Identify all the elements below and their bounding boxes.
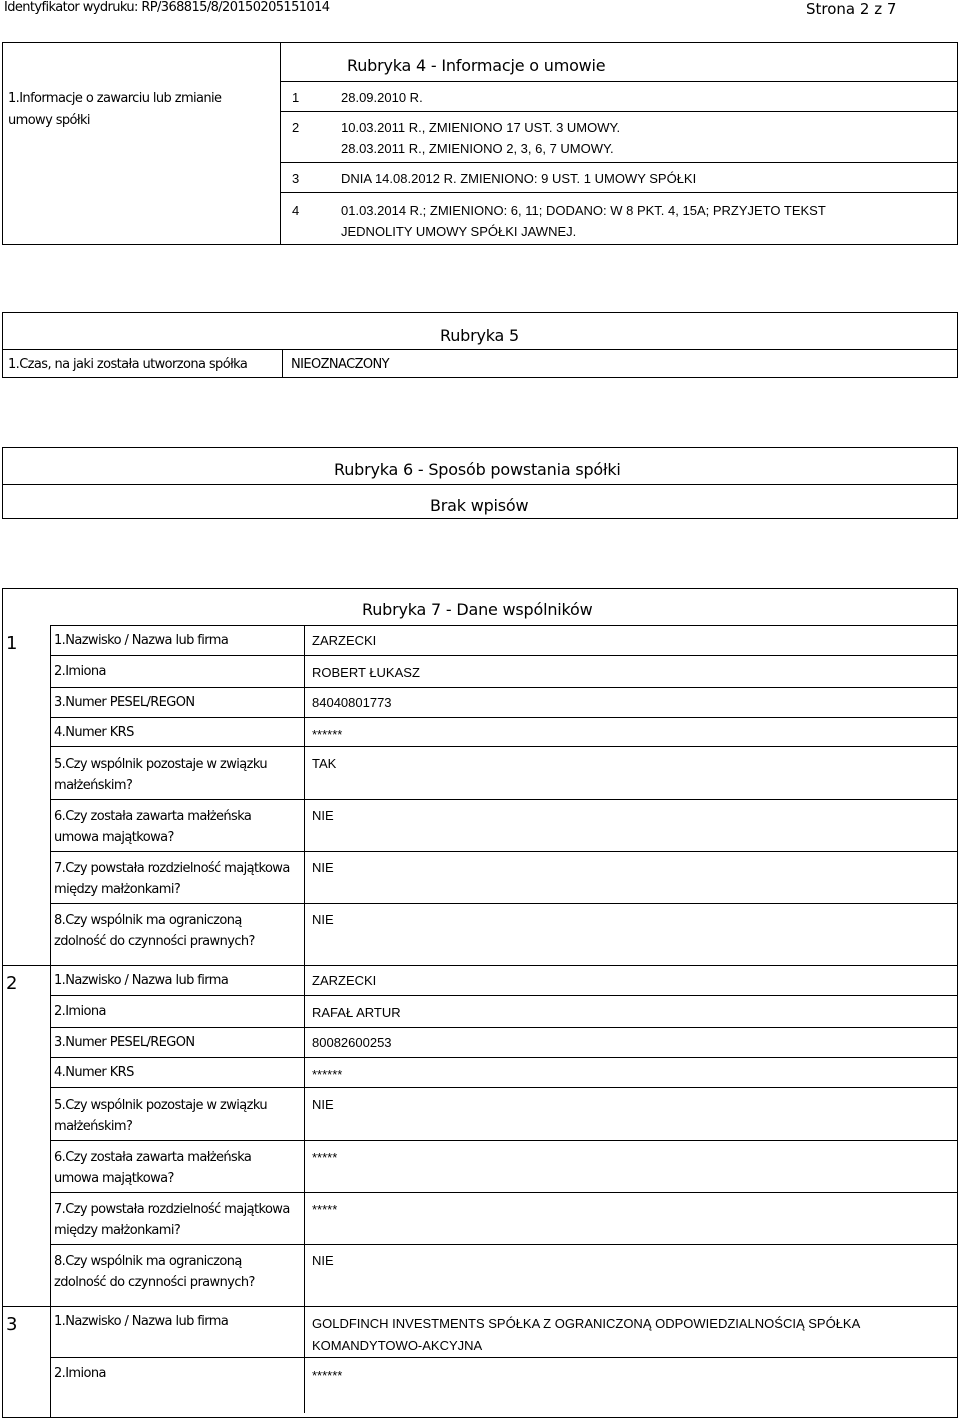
marriage-value: NIE bbox=[312, 1097, 334, 1112]
partner-number: 1 bbox=[6, 633, 18, 654]
field-label: 2.Imiona bbox=[54, 1366, 106, 1381]
entry-line: 01.03.2014 R.; ZMIENIONO: 6, 11; DODANO: W 8 PKT. 4, 15A; PRZYJETO TEKST bbox=[341, 203, 826, 218]
field-label: 2.Imiona bbox=[54, 1004, 106, 1019]
entry-line: JEDNOLITY UMOWY SPÓŁKI JAWNEJ. bbox=[341, 224, 577, 239]
first-names-value: ROBERT ŁUKASZ bbox=[312, 665, 420, 680]
page-number: Strona 2 z 7 bbox=[806, 0, 897, 18]
rubryka-7-title: Rubryka 7 - Dane wspólników bbox=[362, 600, 593, 619]
field-label: 1.Nazwisko / Nazwa lub firma bbox=[54, 633, 229, 648]
company-name-value: GOLDFINCH INVESTMENTS SPÓŁKA Z OGRANICZONĄ ODPOWIEDZIALNOŚCIĄ SPÓŁKA KOMANDYTOWO-AKCYJNA bbox=[312, 1316, 860, 1353]
agreement-info-label: 1.Informacje o zawarciu lub zmianie umowy spółki bbox=[8, 91, 222, 128]
surname-value: ZARZECKI bbox=[312, 633, 377, 648]
entry-line: 10.03.2011 R., ZMIENIONO 17 UST. 3 UMOWY. bbox=[341, 120, 621, 135]
property-separation-value: NIE bbox=[312, 860, 334, 875]
field-label: 1.Nazwisko / Nazwa lub firma bbox=[54, 1314, 229, 1329]
duration-label: 1.Czas, na jaki została utworzona spółka bbox=[8, 357, 248, 372]
property-agreement-value: NIE bbox=[312, 808, 334, 823]
field-label: 3.Numer PESEL/REGON bbox=[54, 695, 195, 710]
entry-number: 3 bbox=[292, 171, 300, 186]
surname-value: ZARZECKI bbox=[312, 973, 377, 988]
first-names-value: RAFAŁ ARTUR bbox=[312, 1005, 401, 1020]
marriage-value: TAK bbox=[312, 756, 337, 771]
field-label: 6.Czy została zawarta małżeńska umowa majątkowa? bbox=[54, 809, 252, 845]
pesel-value: 80082600253 bbox=[312, 1035, 392, 1050]
field-label: 5.Czy wspólnik pozostaje w związku małżeńskim? bbox=[54, 757, 268, 793]
field-label: 7.Czy powstała rozdzielność majątkowa między małżonkami? bbox=[54, 861, 290, 897]
field-label: 7.Czy powstała rozdzielność majątkowa między małżonkami? bbox=[54, 1202, 290, 1238]
property-agreement-value: ***** bbox=[312, 1150, 338, 1165]
rubryka-7-section bbox=[2, 588, 958, 1418]
field-label: 4.Numer KRS bbox=[54, 1065, 134, 1080]
field-label: 8.Czy wspólnik ma ograniczoną zdolność do czynności prawnych? bbox=[54, 1254, 255, 1290]
field-label: 1.Nazwisko / Nazwa lub firma bbox=[54, 973, 229, 988]
field-label: 4.Numer KRS bbox=[54, 725, 134, 740]
partner-number: 3 bbox=[6, 1314, 18, 1335]
legal-capacity-value: NIE bbox=[312, 1253, 334, 1268]
rubryka-5-title: Rubryka 5 bbox=[440, 326, 519, 345]
no-entries-text: Brak wpisów bbox=[430, 496, 529, 515]
first-names-value: ****** bbox=[312, 1368, 343, 1383]
entry-number: 4 bbox=[292, 203, 300, 218]
field-label: 3.Numer PESEL/REGON bbox=[54, 1035, 195, 1050]
entry-line: 28.09.2010 R. bbox=[341, 90, 423, 105]
entry-number: 2 bbox=[292, 120, 300, 135]
entry-line: 28.03.2011 R., ZMIENIONO 2, 3, 6, 7 UMOWY. bbox=[341, 141, 614, 156]
partner-number: 2 bbox=[6, 973, 18, 994]
entry-number: 1 bbox=[292, 90, 300, 105]
field-label: 2.Imiona bbox=[54, 664, 106, 679]
field-label: 8.Czy wspólnik ma ograniczoną zdolność do czynności prawnych? bbox=[54, 913, 255, 949]
krs-value: ****** bbox=[312, 727, 343, 742]
field-label: 6.Czy została zawarta małżeńska umowa majątkowa? bbox=[54, 1150, 252, 1186]
entry-line: DNIA 14.08.2012 R. ZMIENIONO: 9 UST. 1 UMOWY SPÓŁKI bbox=[341, 171, 697, 186]
legal-capacity-value: NIE bbox=[312, 912, 334, 927]
pesel-value: 84040801773 bbox=[312, 695, 392, 710]
print-identifier: Identyfikator wydruku: RP/368815/8/20150205151014 bbox=[4, 0, 330, 15]
krs-value: ****** bbox=[312, 1067, 343, 1082]
rubryka-4-title: Rubryka 4 - Informacje o umowie bbox=[347, 56, 606, 75]
field-label: 5.Czy wspólnik pozostaje w związku małżeńskim? bbox=[54, 1098, 268, 1134]
duration-value: NIEOZNACZONY bbox=[291, 357, 389, 372]
rubryka-6-title: Rubryka 6 - Sposób powstania spółki bbox=[334, 460, 621, 479]
property-separation-value: ***** bbox=[312, 1202, 338, 1217]
